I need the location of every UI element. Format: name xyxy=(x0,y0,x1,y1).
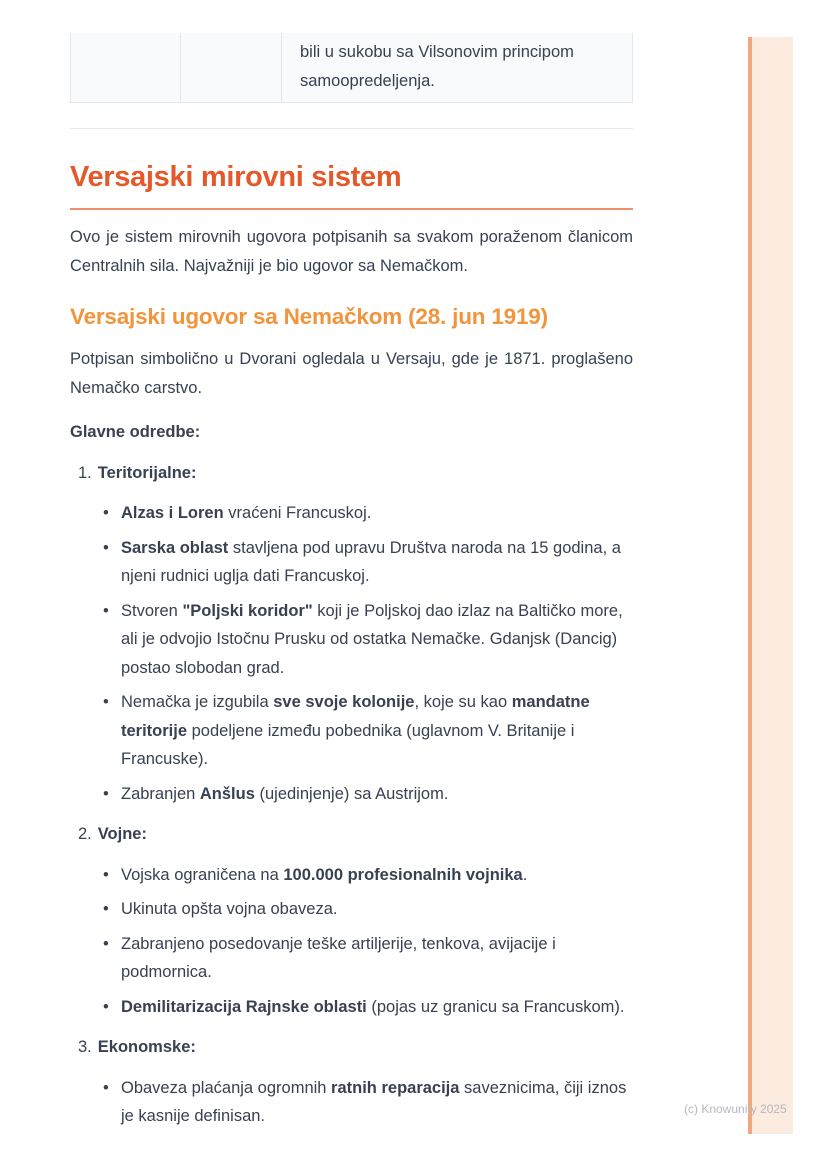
bold-text: Alzas i Loren xyxy=(121,504,224,522)
list-item-text xyxy=(121,993,633,1022)
section-number: 2. xyxy=(78,825,92,843)
plain-text: Obaveza plaćanja ogromnih xyxy=(121,1078,332,1097)
page-content xyxy=(70,0,633,1131)
plain-text: koji je Poljskoj dao izlaz na Baltičko more, ali je odvojio Istočnu Prusku od ostatka Nemačke. Gdanjsk (Dancig) postao slobodan grad. xyxy=(121,601,623,677)
bullet-list xyxy=(70,861,633,1022)
plain-text: , koje su kao xyxy=(414,693,512,711)
bullet-icon: • xyxy=(103,900,109,918)
list-label: Glavne odredbe: xyxy=(70,423,201,441)
list-item xyxy=(70,780,633,809)
plain-text: podeljene između pobednika (uglavnom V. Britanije i Francuske). xyxy=(121,721,575,768)
bullet-icon: • xyxy=(103,1078,109,1097)
list-item-text xyxy=(121,1074,633,1131)
plain-text: (ujedinjenje) sa Austrijom. xyxy=(254,784,449,803)
subsection-paragraph: Potpisan simbolično u Dvorani ogledala u Versaju, gde je 1871. proglašeno Nemačko carstvo. xyxy=(70,350,633,397)
list-item-text xyxy=(121,861,633,890)
list-item-text xyxy=(121,895,633,924)
bold-text: Anšlus xyxy=(199,784,255,803)
plain-text: Vojska ograničena na xyxy=(121,865,284,884)
list-item xyxy=(70,930,633,987)
section-divider xyxy=(70,128,633,129)
bullet-icon: • xyxy=(103,538,109,557)
list-item-text xyxy=(121,499,633,528)
table-cell-empty-2 xyxy=(181,33,282,102)
plain-text: saveznicima, čiji iznos je kasnije definisan. xyxy=(121,1078,627,1125)
list-item xyxy=(70,534,633,591)
list-item xyxy=(70,499,633,528)
bold-text: "Poljski koridor" xyxy=(182,601,313,620)
list-item xyxy=(70,1074,633,1131)
bullet-icon: • xyxy=(103,934,109,953)
table-cell-empty-1 xyxy=(71,33,181,102)
bullet-list xyxy=(70,499,633,808)
section-number: 1. xyxy=(78,463,92,482)
table-fragment xyxy=(70,33,633,103)
section-title: Vojne: xyxy=(97,825,147,843)
bullet-icon: • xyxy=(103,601,109,620)
provisions-list xyxy=(70,459,633,1131)
section-number: 3. xyxy=(78,1038,92,1056)
plain-text: (pojas uz granicu sa Francuskom). xyxy=(366,997,625,1016)
bullet-list xyxy=(70,1074,633,1131)
section-heading xyxy=(70,820,633,849)
list-item xyxy=(70,861,633,890)
list-item xyxy=(70,597,633,683)
subsection-title: Versajski ugovor sa Nemačkom (28. jun 1919) xyxy=(70,304,548,329)
list-item-text xyxy=(121,930,633,987)
plain-text: vraćeni Francuskoj. xyxy=(223,504,372,522)
plain-text: Stvoren xyxy=(121,601,183,620)
list-item xyxy=(70,895,633,924)
bold-text: mandatne teritorije xyxy=(121,693,590,740)
section-item xyxy=(70,459,633,809)
plain-text: Ukinuta opšta vojna obaveza. xyxy=(121,900,338,918)
section-item xyxy=(70,820,633,1021)
plain-text: Zabranjen xyxy=(121,784,200,803)
list-item-text xyxy=(121,780,633,809)
page-title: Versajski mirovni sistem xyxy=(70,161,402,193)
plain-text: Nemačka je izgubila xyxy=(121,693,274,711)
watermark-text: (c) Knowunity 2025 xyxy=(684,1102,787,1116)
intro-paragraph: Ovo je sistem mirovnih ugovora potpisanih sa svakom poraženom članicom Centralnih sila. Najvažniji je bio ugovor sa Nemačkom. xyxy=(70,228,633,275)
list-item-text xyxy=(121,597,633,683)
bold-text: ratnih reparacija xyxy=(331,1078,460,1097)
title-underline xyxy=(70,208,633,210)
list-item-text xyxy=(121,688,633,774)
section-title: Ekonomske: xyxy=(97,1038,196,1056)
table-cell-text: bili u sukobu sa Vilsonovim principom samoopredeljenja. xyxy=(300,43,574,90)
section-item xyxy=(70,1033,633,1131)
bullet-icon: • xyxy=(103,997,109,1016)
watermark-accent-bar xyxy=(748,37,793,1134)
bullet-icon: • xyxy=(103,784,109,803)
plain-text: stavljena pod upravu Društva naroda na 15 godina, a njeni rudnici uglja dati Francuskoj. xyxy=(121,538,621,585)
section-title: Teritorijalne: xyxy=(97,463,197,482)
bullet-icon: • xyxy=(103,504,109,522)
plain-text: . xyxy=(522,865,528,884)
list-item xyxy=(70,688,633,774)
section-heading xyxy=(70,1033,633,1062)
section-heading xyxy=(70,459,633,488)
list-item-text xyxy=(121,534,633,591)
bullet-icon: • xyxy=(103,693,109,711)
bold-text: Demilitarizacija Rajnske oblasti xyxy=(121,997,367,1016)
list-item xyxy=(70,993,633,1022)
bold-text: Sarska oblast xyxy=(121,538,229,557)
bold-text: 100.000 profesionalnih vojnika xyxy=(283,865,523,884)
bullet-icon: • xyxy=(103,865,109,884)
bold-text: sve svoje kolonije xyxy=(273,693,415,711)
plain-text: Zabranjeno posedovanje teške artiljerije, tenkova, avijacije i podmornica. xyxy=(121,934,556,981)
